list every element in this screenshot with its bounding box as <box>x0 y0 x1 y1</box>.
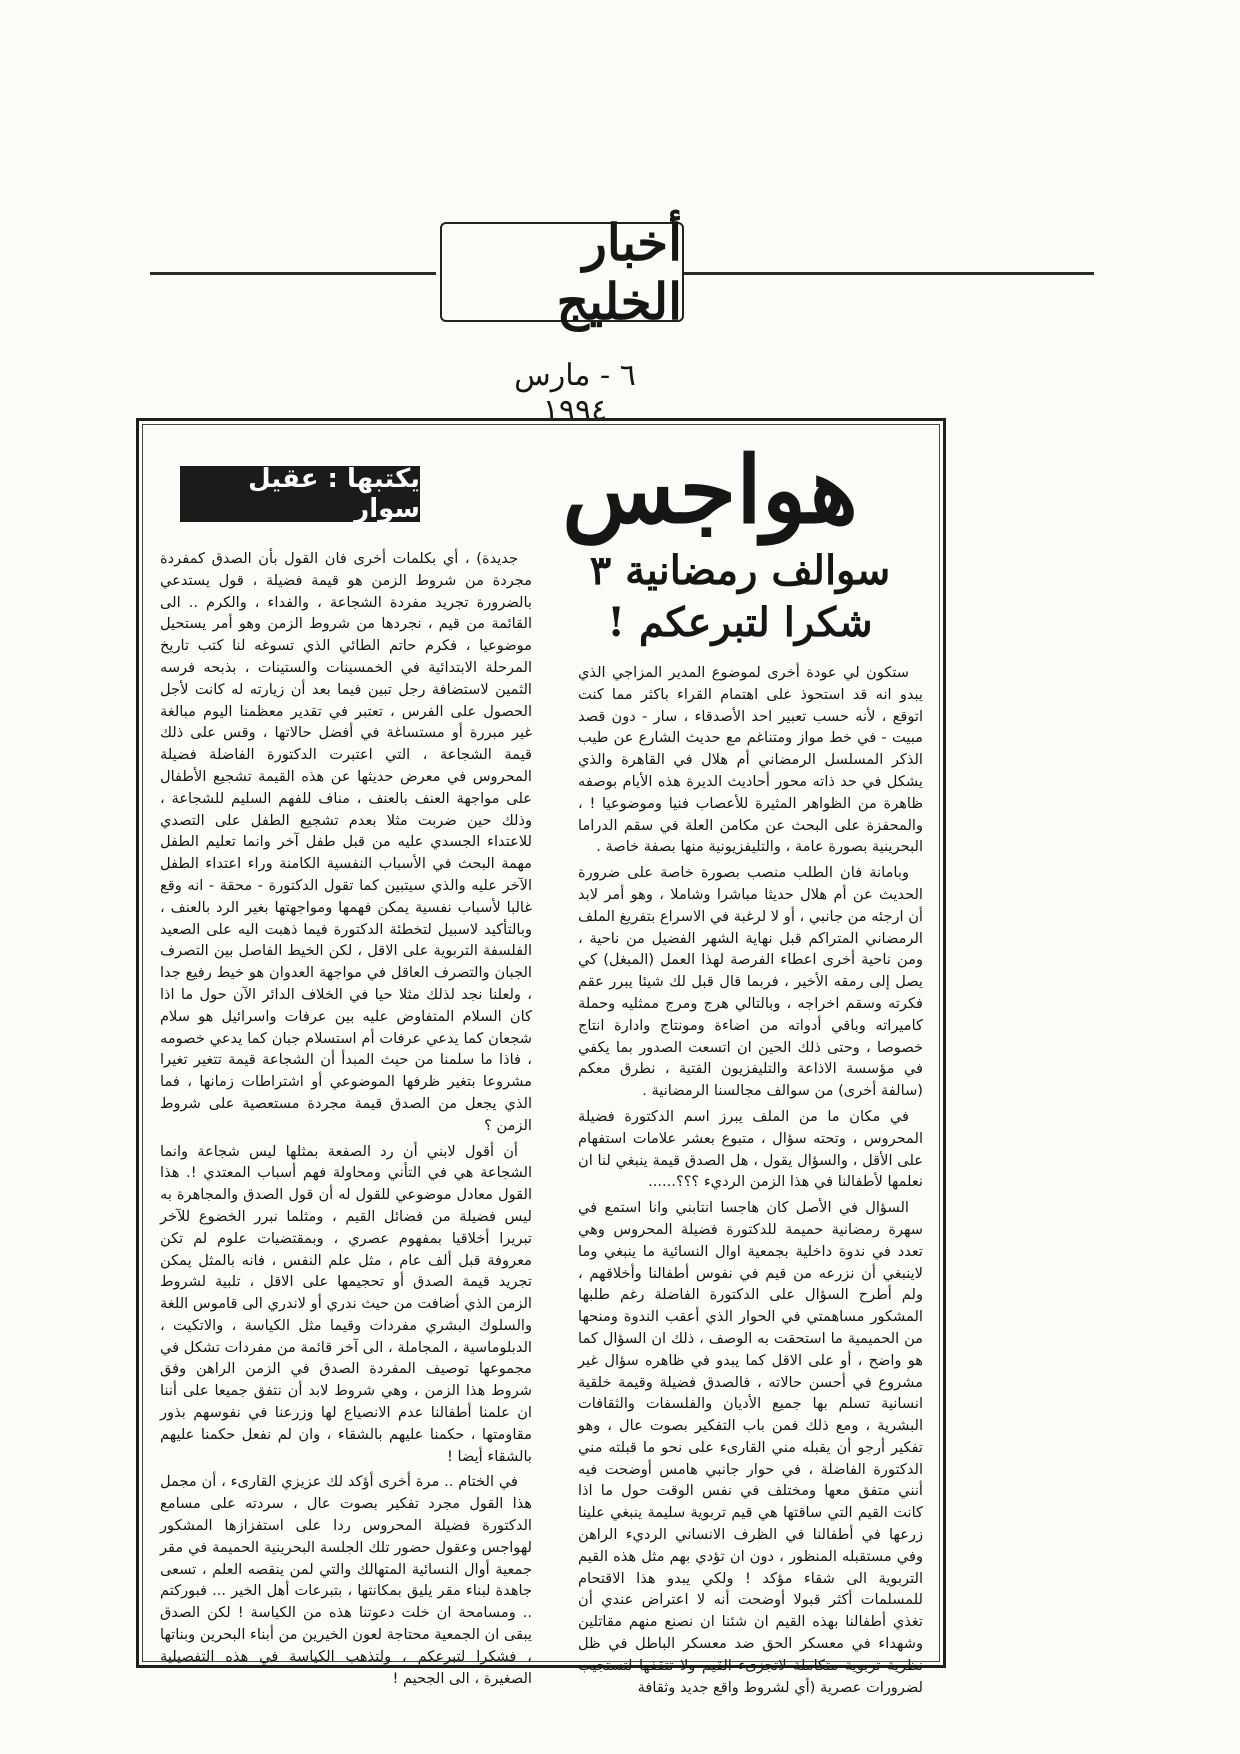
masthead-name: أخبار الخليج <box>556 213 682 331</box>
paragraph: في مكان ما من الملف يبرز اسم الدكتورة فضيلة المحروس ، وتحته سؤال ، متبوع بعشر علامات استفهام على الأقل ، والسؤال يقول ، هل الصدق قيمة ينبغي لنا ان نعلمها لأطفالنا في هذا الزمن الرديء ؟؟؟...... <box>578 1107 923 1191</box>
paragraph: أن أقول لابني أن رد الصفعة بمثلها ليس شجاعة وانما الشجاعة هي في التأني ومحاولة فهم أسباب المعتدي !. هذا القول معادل موضوعي للقول له أن قول الصدق والمجاهرة به ليس فضيلة من فضائل القيم ، ومثلما نبرر الخضوع للآخر تبريرا أخلاقيا بمفهوم عصري ، وبمقتضيات علوم لم تكن معروفة قبل ألف عام ، مثل علم النفس ، فانه بالمثل يمكن تجريد قيمة الصدق أو تحجيمها على الاقل ، تلبية لشروط الزمن الذي أضافت من حيث ندري أو لاندري الى قاموس اللغة والسلوك البشري مفردات وقيما مثل الكياسة ، والاتكيت ، الدبلوماسية ، المجاملة ، الى آخر قائمة من مفردات تشكل في مجموعها توصيف المفردة الصدق في الزمن الراهن وفق شروط هذا الزمن ، وهي شروط لابد أن نتفق جميعا على أننا ان علمنا أطفالنا عدم الانصياع لها وزرعنا في نفوسهم بذور مقاومتها ، حكمنا عليهم بالشقاء ، وان لم نفعل حكمنا عليهم بالشقاء أيضا ! <box>160 1142 532 1465</box>
column-title: هواجس <box>562 436 858 544</box>
article-column-right <box>578 662 923 1696</box>
publication-date: ٦ - مارس ١٩٩٤ <box>514 358 636 428</box>
article-headline <box>555 545 925 649</box>
newspaper-masthead <box>440 213 684 331</box>
paragraph: السؤال في الأصل كان هاجسا انتابني وانا استمع في سهرة رمضانية حميمة للدكتورة فضيلة المحروس وهي تعدد في ندوة داخلية بجمعية اوال النسائية ما ينبغي وما لاينبغي أن نزرعه من قيم في نفوس أطفالنا وأخلاقهم ، ولم أطرح السؤال على الدكتورة الفاضلة رغم طلبها المشكور مساهمتي في الحوار الذي أعقب الندوة ومنحها من الحميمية ما استحقت به الوصف ، ذلك ان السؤال كما هو واضح ، أو على الاقل كما يبدو في ظاهره سؤال غير مشروع في أحسن حالاته ، فالصدق فضيلة وقيمة خلقية انسانية تسلم بها جميع الأديان والفلسفات والثقافات البشرية ، ومع ذلك فمن باب التفكير بصوت عال ، وهو تفكير أرجو أن يقبله مني القارىء على نحو ما قبلته مني الدكتورة الفاضلة ، في حوار جانبي هامس أوضحت فيه أنني متفق معها ومختلف في نفس الوقت حول ما اذا كانت القيم التي ساقتها هي قيم تربوية سليمة ينبغي علينا زرعها في أطفالنا في الظرف الانساني الرديء الراهن وفي مستقبله المنظور ، دون ان تؤدي بهم مثل هذه القيم التربوية الى شقاء مؤكد ! ولكي يبدو هذا الاقتحام للمسلمات أكثر قبولا أوضحت أنه لا اعتراض عندي أن تغذي أطفالنا بهذه القيم ان شئنا ان نصنع منهم مقاتلين وشهداء في معسكر الحق ضد معسكر الباطل في ظل نظرية تربوية متكاملة لاتجزىء القيم ولا تتقفها لتستجيب لضرورات عصرية (أي لشروط واقع جديد وثقافة <box>578 1199 923 1696</box>
headline-line-1: سوالف رمضانية ٣ <box>589 547 891 594</box>
headline-line-2: شكرا لتبرعكم ! <box>607 599 873 646</box>
paragraph: ستكون لي عودة أخرى لموضوع المدير المزاجي الذي يبدو انه قد استحوذ على اهتمام القراء باكثر مما كنت اتوقع ، لأنه حسب تعبير احد الأصدقاء ، سار - دون قصد مبيت - في خط مواز ومتناغم مع حديث الشارع عن طيب الذكر المسلسل الرمضاني أم هلال في القاهرة والذي يشكل في حد ذاته محور أحاديث الديرة هذه الأيام بوصفه ظاهرة من الظواهر المثيرة للأعصاب فنيا وموضوعيا ! ، والمحفزة على البحث عن مكامن العلة في سقم الدراما البحرينية بصورة عامة ، والتليفزيونية منها بصفة خاصة . <box>578 664 923 856</box>
paragraph: جديدة) ، أي بكلمات أخرى فان القول بأن الصدق كمفردة مجردة من شروط الزمن هو قيمة فضيلة ، قول يستدعي بالضرورة تجريد مفردة الشجاعة ، والفداء ، والكرم .. الى القائمة من قيم ، نجردها من شروط الزمن وهو أمر يستحيل موضوعيا ، فكرم حاتم الطائي الذي تسوغه لنا كتب تاريخ المرحلة الابتدائية في الخمسينات والستينات ، بذبحه فرسه الثمين لاستضافة رجل تبين فيما بعد أن زيارته له كانت لأجل الحصول على الفرس ، تعتبر في تقدير معظمنا اليوم مبالغة غير مبررة أو مستساغة في أفضل حالاتها ، وقس على ذلك قيمة الشجاعة ، التي اعتبرت الدكتورة الفاضلة فضيلة المحروس في معرض حديثها عن هذه القيمة تشجيع الأطفال على مواجهة العنف بالعنف ، مناف للفهم السليم للشجاعة ، وذلك حين ضربت مثلا بعدم تشجيع الطفل على التصدي للاعتداء الجسدي عليه من قبل طفل آخر وانما تعليم الطفل مهمة البحث في الأسباب النفسية الكامنة وراء اعتداء الطفل الآخر عليه والذي سيتبين كما تقول الدكتورة - محقة - انه وقع غالبا لأسباب نفسية يمكن فهمها ومواجهتها بغير الرد بالعنف ، وبالتأكيد لاسبيل لتخطئة الدكتورة فيما ذهبت اليه على الصعيد الفلسفة التربوية على الاقل ، لكن الخيط الفاصل بين التصرف الجبان والتصرف العاقل في مواجهة العدوان هو خيط رفيع جدا ، ولعلنا نجد لذلك مثلا حيا في الخلاف الدائر الآن حول ما اذا كان السلام المتفاوض عليه بين عرفات واسرائيل هو سلام شجعان كما يدعي عرفات أم استسلام جبان كما يدعي خصومه ، فاذا ما سلمنا من حيث المبدأ أن الشجاعة قيمة تتغير تغيرا مشروعا بتغير ظرفها الموضوعي أو اشتراطات زمانها ، فما الذي يجعل من الصدق قيمة مجردة مستعصية على شروط الزمن ؟ <box>160 550 532 1134</box>
byline-badge: يكتبها : عقيل سوار <box>180 466 420 522</box>
paragraph: في الختام .. مرة أخرى أؤكد لك عزيزي القارىء ، أن مجمل هذا القول مجرد تفكير بصوت عال ، سردته على مسامع الدكتورة فضيلة المحروس ردا على استفزازها المشكور لهواجس وعقول حضور تلك الجلسة البحرينية الحميمة في مقر جمعية أوال النسائية المتهالك والتي لمن ينقصه العلم ، تسعى جاهدة لبناء مقر يليق بمكانتها ، بتبرعات أهل الخير ... فبوركتم .. ومسامحة ان خلت دعوتنا هذه من الكياسة ! لكن الصدق يبقى ان الجمعية محتاجة لعون الخيرين من أبناء البحرين وبناتها ، فشكرا لتبرعكم ، ولتذهب الكياسة في هذه التفصيلية الصغيرة ، الى الجحيم ! <box>160 1473 532 1687</box>
paragraph: وبامانة فان الطلب منصب بصورة خاصة على ضرورة الحديث عن أم هلال حديثا مباشرا وشاملا ، وهو أمر لابد أن ارجئه من جانبي ، أو لا لرغبة في الاسراع بتفريغ الملف الرمضاني المتراكم قبل نهاية الشهر الفضيل من ناحية ، ومن ناحية أخرى اعطاء الفرصة لهذا العمل (المبغل) كي يصل إلى رمقه الأخير ، فربما قال قبل لك شيئا يبرر عقم فكرته وسقم اخراجه ، وبالتالي هرج ومرج ممثليه وحملة كاميراته وباقي أدواته من اضاءة ومونتاج وادارة انتاج خصوصا ، وحتى ذلك الحين ان اتسعت الصدور بما يكفي في مؤسسة الاذاعة والتليفزيون الفتية ، نطرق معكم (سالفة أخرى) من سوالف مجالسنا الرمضانية . <box>578 864 923 1100</box>
masthead-rule-left <box>150 272 436 275</box>
masthead-rule-right <box>684 272 1094 275</box>
article-column-left <box>160 548 532 1687</box>
